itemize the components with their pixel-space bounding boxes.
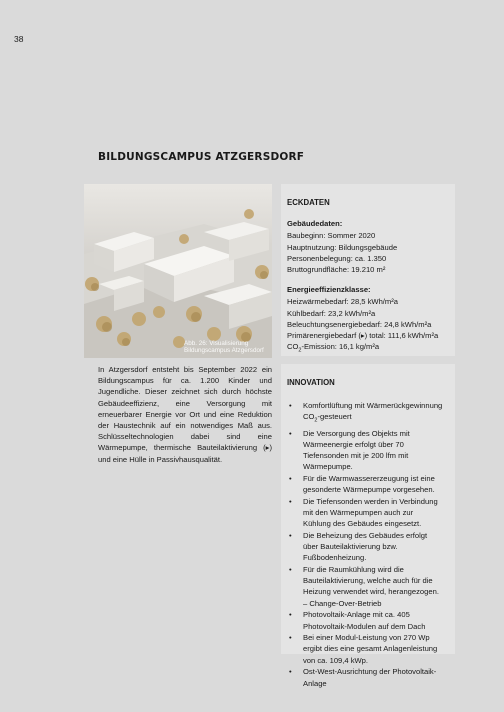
innovation-list [287, 400, 443, 689]
bullet-icon: • [289, 565, 292, 575]
list-item: • Für die Raumkühlung wird die Bauteilaktivierung, welche auch für die Heizung verwendet wird, herangezogen. – Change-Over-Betrieb [289, 565, 439, 608]
innovation-box [281, 364, 455, 688]
bullet-icon: • [289, 633, 292, 643]
gebaeudedaten-line: Baubeginn: Sommer 2020 [287, 231, 376, 241]
campus-model-photo [84, 184, 272, 358]
bullet-icon: • [289, 401, 292, 411]
eckdaten-box [281, 184, 455, 356]
bullet-icon: • [289, 428, 292, 438]
page-number: 38 [14, 34, 24, 44]
energieeffizienz-group [287, 284, 443, 357]
co2-emission-line: $CO_2$-Emission: 16,1 kg/m²a [287, 342, 380, 354]
gebaeudedaten-subheading: Gebäudedaten: [287, 219, 343, 229]
gebaeudedaten-group [287, 218, 443, 275]
energie-line: Beleuchtungsenergiebedarf: 24,8 kWh/m²a [287, 319, 432, 329]
innovation-heading: INNOVATION [287, 378, 335, 387]
eckdaten-heading: ECKDATEN [287, 198, 330, 207]
list-item: • Bei einer Modul-Leistung von 270 Wp ergibt dies eine gesamt Anlagenleistung von ca. 109,4 kWp. [289, 633, 438, 665]
list-item: • Für die Warmwassererzeugung ist eine gesonderte Wärmepumpe vorgesehen. [289, 473, 435, 495]
energie-line: Kühlbedarf: 23,2 kWh/m²a [287, 308, 376, 318]
bullet-icon: • [289, 473, 292, 483]
list-item: • Die Versorgung des Objekts mit Wärmeenergie erfolgt über 70 Tiefensonden mit je 200 lfm mit Wärmepumpe. [289, 428, 410, 472]
bullet-icon: • [289, 496, 292, 506]
gebaeudedaten-line: Personenbelegung: ca. 1.350 [287, 253, 387, 263]
intro-paragraph: In Atzgersdorf entsteht bis September 2022 ein Bildungscampus für ca. 1.200 Kinder und Jugendliche. Dieser zeichnet sich durch höchste Gebäudeeffizienz, eine Versorgung mit erneuerbarer Energie vor Ort und eine Reduktion der Haustechnik auf ein notwendiges Maß aus. Schlüsseltechnologien dabei sind eine Wärmepumpe, thermische Bauteilaktivierung (▸) und eine Hülle in Passivhausqualität. [98, 365, 272, 464]
gebaeudedaten-line: Hauptnutzung: Bildungsgebäude [287, 242, 398, 252]
list-item: • Die Beheizung des Gebäudes erfolgt über Bauteilaktivierung bzw. Fußbodenheizung. [289, 530, 428, 563]
bullet-icon: • [289, 530, 292, 540]
bullet-icon: • [289, 610, 292, 620]
architecture-model-image [84, 184, 272, 358]
list-item: • Die Tiefensonden werden in Verbindung mit den Wärmepumpen auch zur Kühlung des Gebäudes eingesetzt. [289, 496, 438, 529]
gebaeudedaten-line: Bruttogrundfläche: 19.210 m² [287, 265, 386, 275]
energieeffizienz-subheading: Energieeffizienzklasse: [287, 285, 371, 295]
list-item: • Komfortlüftung mit Wärmerückgewinnung $CO_2$-gesteuert [289, 401, 443, 424]
page-title: BILDUNGSCAMPUS ATZGERSDORF [98, 151, 305, 163]
energie-line: Primärenergiebedarf (▸) total: 111,6 kWh/m²a [287, 331, 439, 341]
bullet-icon: • [289, 667, 292, 677]
list-item: • Photovoltaik-Anlage mit ca. 405 Photovoltaik-Modulen auf dem Dach [289, 610, 426, 631]
energie-line: Heizwärmebedarf: 28,5 kWh/m²a [287, 297, 398, 307]
list-item: • Ost-West-Ausrichtung der Photovoltaik-Anlage [289, 667, 437, 688]
photo-caption: Abb. 26: Visualisierung Bildungscampus Atzgersdorf [184, 340, 264, 354]
